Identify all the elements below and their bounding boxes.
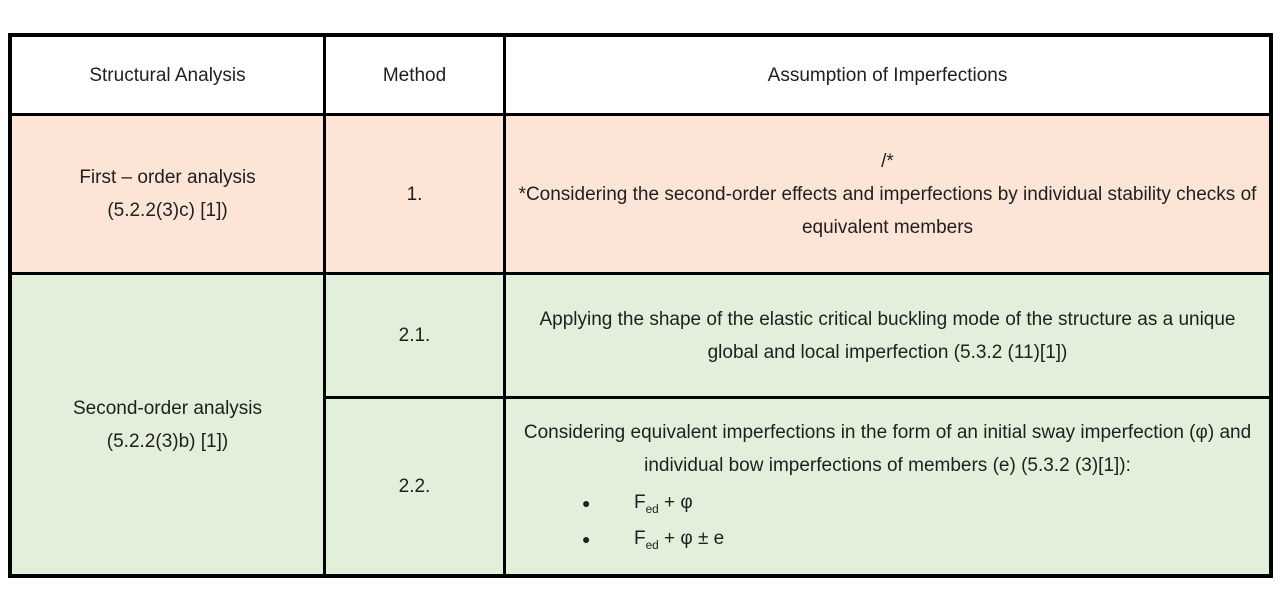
- first-order-analysis-reference: (5.2.2(3)c) [1]): [107, 200, 228, 221]
- cell-method-22: [326, 399, 503, 574]
- cell-first-order-analysis: [12, 116, 323, 272]
- cell-assumption-22: [506, 399, 1269, 574]
- header-label-assumption: Assumption of Imperfections: [767, 64, 1008, 86]
- formula-fed-phi: $F_{ed} + \varphi$: [634, 492, 693, 516]
- second-order-analysis-reference: (5.2.2(3)b) [1]): [106, 430, 229, 452]
- header-cell-structural-analysis: [12, 37, 323, 113]
- cell-second-order-analysis: [12, 275, 323, 574]
- bullet-icon: ●: [582, 531, 591, 547]
- first-order-analysis-name: First – order analysis: [79, 167, 256, 188]
- assumption-22-bullet-list: [574, 485, 724, 557]
- method-21-label: 2.1.: [398, 325, 431, 346]
- method-22-label: 2.2.: [398, 476, 431, 497]
- cell-method-1: [326, 116, 503, 272]
- bullet-item-fed-phi-e: [574, 521, 724, 557]
- cell-method-21: [326, 275, 503, 396]
- second-order-analysis-name: Second-order analysis: [72, 397, 263, 419]
- bullet-icon: ●: [582, 495, 591, 511]
- cell-assumption-1: [506, 116, 1269, 272]
- assumption-21-text: Applying the shape of the elastic critical buckling mode of the structure as a unique global and local imperfection (5.3.2 (11)[1]): [539, 308, 1236, 363]
- header-label-method: Method: [382, 64, 447, 86]
- bullet-item-fed-phi: [574, 485, 724, 521]
- assumption-22-intro: Considering equivalent imperfections in the form of an initial sway imperfection (φ) and individual bow imperfections of members (e) (5.3.2 (3)[1]):: [523, 422, 1252, 476]
- header-cell-assumption: [506, 37, 1269, 113]
- header-label-structural-analysis: Structural Analysis: [89, 64, 246, 86]
- header-cell-method: [326, 37, 503, 113]
- assumption-1-footnote: *Considering the second-order effects and imperfections by individual stability checks of equivalent members: [518, 183, 1257, 238]
- formula-fed-phi-e: $F_{ed} + \varphi \pm e$: [634, 528, 725, 552]
- method-1-label: 1.: [406, 183, 423, 205]
- imperfections-table: [8, 33, 1273, 578]
- cell-assumption-21: [506, 275, 1269, 396]
- assumption-1-slash-note: /*: [881, 150, 894, 172]
